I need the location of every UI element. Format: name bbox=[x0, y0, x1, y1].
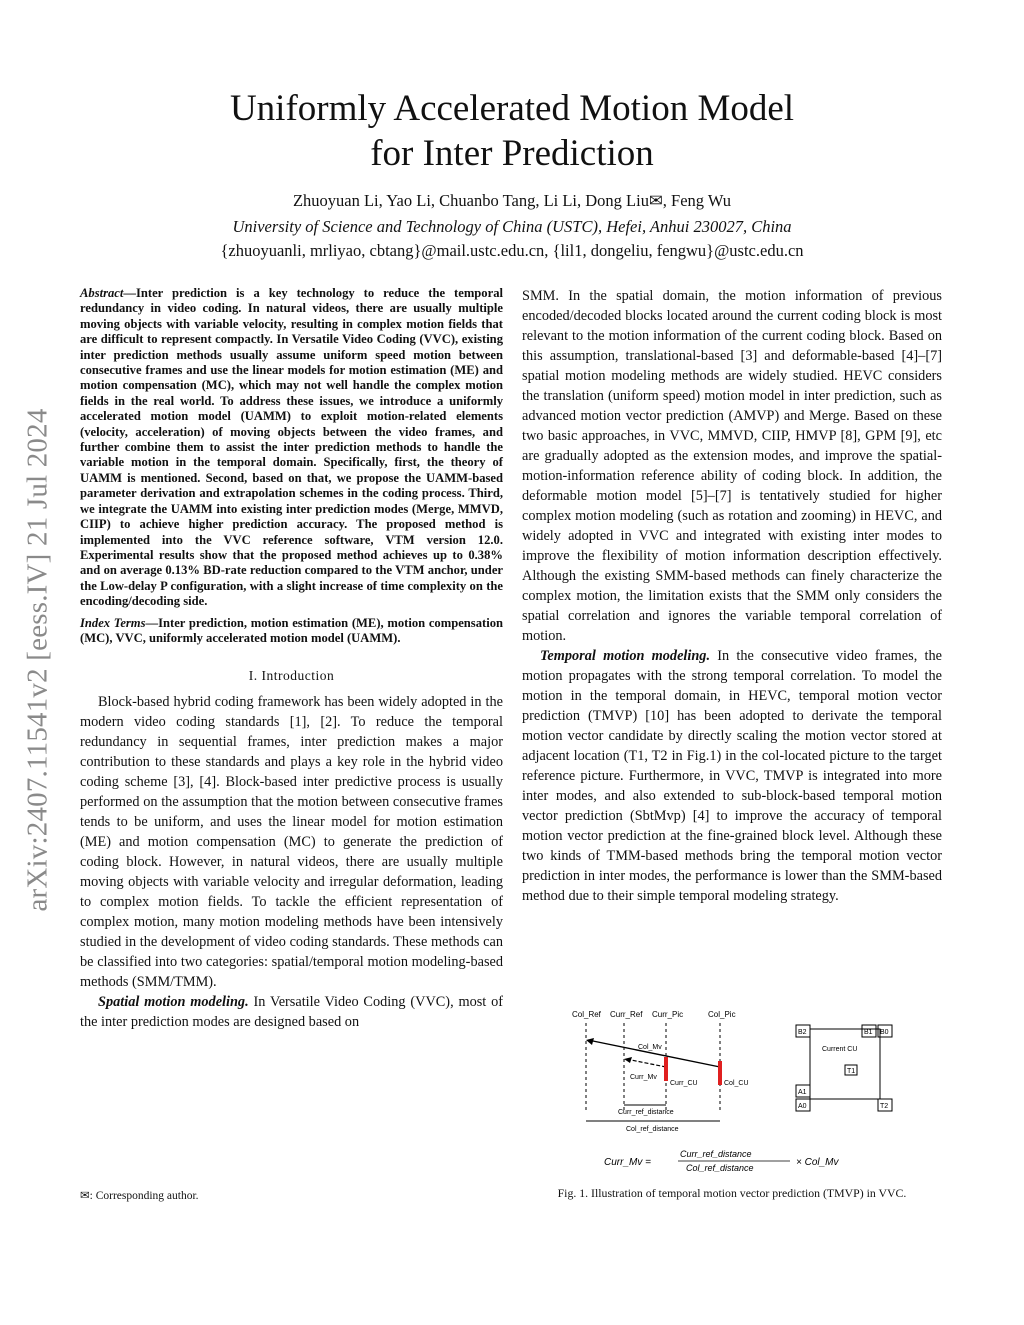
abstract-text: —Inter prediction is a key technology to reduce the temporal redundancy in video coding. In natural videos, there are usually multiple moving objects with variable velocity, resulting in complex motion fields that are difficult to represent compactly. In Versatile Video Coding (VVC), existing inter prediction methods usually assume uniform speed motion between consecutive frames and use the linear models for motion estimation (ME) and motion compensation (MC), which may not well handle the complex motion fields in the real world. To address these issues, we introduce a uniformly accelerated motion model (UAMM) to exploit motion-related elements (velocity, acceleration) of moving objects between the video frames, and further combine them to assist the inter prediction methods to handle the variable motion in the temporal domain. Specifically, first, the theory of UAMM is mentioned. Second, based on that, we propose the UAMM-based parameter derivation and extrapolation schemes in the coding process. Third, we integrate the UAMM into existing inter prediction modes (Merge, MMVD, CIIP) to achieve higher prediction accuracy. The proposed method is implemented into the VVC reference software, VTM version 12.0. Experimental results show that the proposed method achieves up to 0.38% and on average 0.13% BD-rate reduction compared to the VTM anchor, under the Low-delay P configuration, with a slight increase of time complexity on the encoding/decoding side. bbox=[80, 286, 503, 609]
equation-denominator: Col_ref_distance bbox=[686, 1163, 754, 1173]
temporal-paragraph bbox=[522, 646, 942, 906]
label-a0: A0 bbox=[798, 1103, 807, 1110]
equation-numerator: Curr_ref_distance bbox=[680, 1149, 752, 1159]
affiliation: University of Science and Technology of China (USTC), Hefei, Anhui 230027, China bbox=[232, 217, 792, 236]
label-curr-mv: Curr_Mv bbox=[630, 1074, 657, 1081]
paper-title bbox=[0, 86, 1024, 176]
introduction-body bbox=[80, 692, 503, 1032]
label-b1: B1 bbox=[864, 1029, 873, 1036]
figure-caption: Fig. 1. Illustration of temporal motion vector prediction (TMVP) in VVC. bbox=[557, 1186, 907, 1200]
abstract bbox=[80, 286, 503, 610]
arxiv-sidebar bbox=[6, 360, 70, 960]
index-terms bbox=[80, 616, 503, 647]
label-curr-ref-distance: Curr_ref_distance bbox=[618, 1109, 674, 1116]
curr-mv-arrowhead bbox=[624, 1057, 632, 1063]
figure-tmvp bbox=[560, 1005, 940, 1175]
label-col-cu: Col_CU bbox=[724, 1080, 749, 1087]
temporal-motion-text: In the consecutive video frames, the motion propagates with the strong temporal correlation. To model the motion in the temporal domain, in HEVC, temporal motion vector prediction (TMVP) [10] has been adopted to derivate the temporal motion vector candidate by directly scaling the motion vector stored at adjacent location (T1, T2 in Fig.1) in the col-located picture to the target reference picture. Furthermore, in VVC, TMVP is integrated into more inter modes, and also extended to sub-block-based temporal motion vector prediction (SbtMvp) [4] to improve the accuracy of temporal motion vector prediction at the fine-grained block level. Although these two kinds of TMM-based methods bring the temporal motion vector prediction in inter modes, the performance is lower than the SMM-based method due to their simple temporal modeling strategy. bbox=[522, 648, 942, 904]
intro-paragraph-2 bbox=[80, 992, 503, 1032]
label-b0: B0 bbox=[880, 1029, 889, 1036]
col-mv-arrowhead bbox=[586, 1038, 594, 1045]
section-heading-introduction: I. Introduction bbox=[248, 668, 335, 684]
equation-rhs: × Col_Mv bbox=[796, 1157, 839, 1168]
label-curr-pic: Curr_Pic bbox=[652, 1010, 684, 1019]
current-cu-box bbox=[810, 1029, 880, 1099]
col-cu-bar bbox=[718, 1061, 722, 1085]
right-body bbox=[522, 286, 942, 906]
right-column bbox=[522, 286, 942, 906]
label-curr-ref: Curr_Ref bbox=[610, 1010, 643, 1019]
label-col-ref: Col_Ref bbox=[572, 1010, 601, 1019]
footnote: ✉: Corresponding author. bbox=[80, 1190, 199, 1202]
curr-mv-arrow bbox=[626, 1059, 666, 1067]
title-line-1: Uniformly Accelerated Motion Model bbox=[229, 88, 795, 129]
left-column bbox=[80, 286, 503, 1032]
label-t1: T1 bbox=[847, 1068, 856, 1075]
equation-lhs: Curr_Mv = bbox=[604, 1157, 651, 1168]
curr-cu-bar bbox=[664, 1057, 668, 1081]
label-col-pic: Col_Pic bbox=[708, 1010, 736, 1019]
temporal-motion-lead: Temporal motion modeling. bbox=[540, 648, 711, 664]
tmvp-diagram bbox=[560, 1005, 940, 1175]
emails: {zhuoyuanli, mrliyao, cbtang}@mail.ustc.edu.cn, {lil1, dongeliu, fengwu}@ustc.edu.cn bbox=[220, 241, 804, 260]
label-curr-cu: Curr_CU bbox=[670, 1080, 698, 1087]
label-current-cu: Current CU bbox=[822, 1046, 858, 1053]
label-col-ref-distance: Col_ref_distance bbox=[626, 1126, 679, 1133]
spatial-motion-continued: SMM. In the spatial domain, the motion information of previous encoded/decoded blocks located around the current coding block is most relevant to the motion information of the current coding block. Based on this assumption, translational-based [3] and deformable-based [4]–[7] spatial motion modeling methods are widely studied. HEVC considers the translation (uniform speed) motion model in inter prediction, such as advanced motion vector prediction (AMVP) and Merge. Based on these two basic approaches, in VVC, MMVD, CIIP, HMVP [8], GPM [9], etc are gradually adopted as the extension modes, and improve the spatial-motion-information reference ability of coding block. In addition, the deformable motion model [5]–[7] is tentatively studied for higher complex motion modeling (such as rotation and zooming) in HEVC, and widely adopted in VVC and integrated with existing inter modes to improve the flexibility of motion information description effectively. Although the existing SMM-based methods can finely characterize the complex motion, the limitation exists that the SMM only considers the spatial correlation and ignores the variable temporal correlation of motion. bbox=[522, 288, 942, 644]
authors: Zhuoyuan Li, Yao Li, Chuanbo Tang, Li Li, Dong Liu✉, Feng Wu bbox=[292, 191, 732, 210]
label-b2: B2 bbox=[798, 1029, 807, 1036]
tmvp-equation bbox=[604, 1149, 840, 1173]
label-a1: A1 bbox=[798, 1089, 807, 1096]
index-terms-text: —Inter prediction, motion estimation (ME), motion compensation (MC), VVC, uniformly accelerated motion model (UAMM). bbox=[80, 615, 503, 645]
arxiv-id: arXiv:2407.11541v2 [eess.IV] 21 Jul 2024 bbox=[21, 408, 54, 912]
title-line-2: for Inter Prediction bbox=[370, 133, 654, 174]
label-col-mv: Col_Mv bbox=[638, 1044, 662, 1051]
intro-paragraph-1: Block-based hybrid coding framework has been widely adopted in the modern video coding standards [1], [2]. To reduce the temporal redundancy in sequential frames, inter prediction makes a major contribution to these standards and plays a key role in the hybrid video coding scheme [3], [4]. Block-based inter predictive process is usually performed on the assumption that the motion between consecutive frames tends to be uniform, and uses the linear model for motion estimation (ME) and motion compensation (MC) to generate the prediction of coding block. However, in natural videos, there are usually multiple moving objects with variable velocity and irregular deformation, leading to complex motion fields. To tackle the efficient representation of complex motion, many motion modeling methods have been intensively studied in the development of video coding standards. These methods can be classified into two categories: spatial/temporal motion modeling-based methods (SMM/TMM). bbox=[80, 694, 503, 991]
label-t2: T2 bbox=[880, 1103, 889, 1110]
abstract-lead: Abstract bbox=[80, 286, 124, 300]
spatial-motion-text: In Versatile Video Coding (VVC), most of the inter prediction modes are designed based on bbox=[80, 994, 504, 1031]
spatial-motion-lead: Spatial motion modeling. bbox=[98, 994, 249, 1011]
index-terms-lead: Index Terms bbox=[80, 615, 146, 630]
